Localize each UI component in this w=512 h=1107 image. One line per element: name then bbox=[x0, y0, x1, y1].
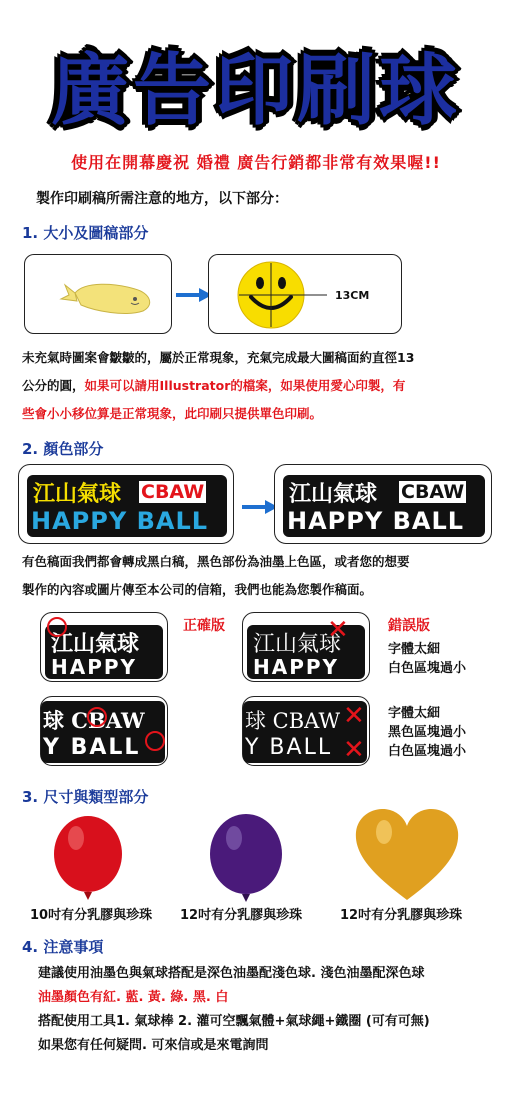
notes-line3: 搭配使用工具1. 氣球棒 2. 灌可空飄氣體+氣球繩+鐵圈 (可有可無) bbox=[38, 1014, 430, 1029]
color-logo-cn: 江山氣球 bbox=[33, 481, 122, 507]
wrong-label: 錯誤版 bbox=[388, 618, 430, 634]
arrow-icon bbox=[176, 288, 212, 302]
inflated-balloon-box bbox=[208, 254, 402, 334]
notes-line4: 如果您有任何疑問. 可來信或是來電詢問 bbox=[38, 1038, 269, 1053]
section2-paragraph bbox=[22, 548, 502, 604]
arrow-icon bbox=[242, 500, 278, 514]
section1-line1: 未充氣時圖案會皺皺的，屬於正常現象，充氣完成最大圖稿面約直徑13 bbox=[22, 350, 415, 365]
correct-sample-bottom-b: Y BALL bbox=[43, 735, 141, 760]
correct-sample-bottom-a: 球 CBAW bbox=[43, 708, 145, 733]
caption-12inch: 12吋有分乳膠與珍珠 bbox=[180, 908, 303, 923]
section2-title: 2. 顏色部分 bbox=[22, 440, 104, 458]
deflated-balloon-box bbox=[24, 254, 172, 334]
section2-line2: 製作的內容或圖片傳至本公司的信箱，我們也能為您製作稿面。 bbox=[22, 582, 373, 597]
color-logo-en-bottom: HAPPY BALL bbox=[31, 507, 209, 535]
color-logo-en-top: CBAW bbox=[141, 481, 205, 503]
x-mark-icon: ✕ bbox=[343, 701, 365, 731]
section4-title: 4. 注意事項 bbox=[22, 938, 104, 956]
gold-heart-balloon-icon bbox=[352, 804, 462, 908]
correct-label: 正確版 bbox=[183, 618, 225, 634]
section1-title: 1. 大小及圖稿部分 bbox=[22, 224, 149, 242]
correct-sample-bottom bbox=[40, 696, 168, 766]
color-logo-box bbox=[18, 464, 234, 544]
notes-line2: 油墨顏色有紅. 藍. 黃. 綠. 黑. 白 bbox=[38, 990, 229, 1005]
section1-paragraph bbox=[22, 344, 502, 428]
slogan: 使用在開幕慶祝 婚禮 廣告行銷都非常有效果喔!! bbox=[71, 153, 441, 172]
wrong-sample-top-en: HAPPY bbox=[253, 655, 340, 679]
correct-sample-top bbox=[40, 612, 168, 682]
bw-logo-box bbox=[274, 464, 492, 544]
wrong-sample-top bbox=[242, 612, 370, 682]
wrong-sample-bottom bbox=[242, 696, 370, 766]
correct-sample-top-cn: 江山氣球 bbox=[51, 631, 140, 657]
circle-mark-icon bbox=[145, 731, 165, 751]
section4-notes bbox=[38, 962, 430, 1058]
bw-logo-en-top: CBAW bbox=[401, 481, 465, 503]
circle-mark-icon bbox=[87, 707, 107, 727]
intro-text: 製作印刷稿所需注意的地方，以下部分： bbox=[36, 191, 288, 207]
banner-title: 廣告印刷球 bbox=[50, 46, 461, 136]
banner bbox=[12, 22, 500, 136]
section1-line2: 公分的圓，如果可以請用Illustrator的檔案，如果使用愛心印製，有 bbox=[22, 378, 406, 393]
correct-sample-top-en: HAPPY bbox=[51, 655, 138, 679]
x-mark-icon: ✕ bbox=[343, 735, 365, 765]
wrong-sample-bottom-b: Y BALL bbox=[245, 735, 333, 760]
bw-logo-en-bottom: HAPPY BALL bbox=[287, 507, 465, 535]
section2-line1: 有色稿面我們都會轉成黑白稿，黑色部份為油墨上色區，或者您的想要 bbox=[22, 554, 410, 569]
caption-10inch: 10吋有分乳膠與珍珠 bbox=[30, 908, 153, 923]
section1-line3: 些會小小移位算是正常現象，此印刷只提供單色印刷。 bbox=[22, 406, 323, 421]
wrong-sample-bottom-a: 球 CBAW bbox=[245, 709, 341, 733]
x-mark-icon: ✕ bbox=[327, 615, 349, 645]
smiley-balloon-icon bbox=[209, 255, 403, 335]
red-balloon-icon bbox=[40, 808, 140, 908]
wrong-note-2: 字體太細 黑色區塊過小 白色區塊過小 bbox=[388, 706, 467, 759]
wrong-note-1: 字體太細 白色區塊過小 bbox=[388, 642, 467, 676]
wrong-sample-top-cn: 江山氣球 bbox=[253, 632, 342, 657]
purple-balloon-icon bbox=[200, 808, 300, 908]
caption-12inch-heart: 12吋有分乳膠與珍珠 bbox=[340, 908, 463, 923]
circle-mark-icon bbox=[47, 617, 67, 637]
section3-title: 3. 尺寸與類型部分 bbox=[22, 788, 149, 806]
deflated-balloon-icon bbox=[25, 255, 173, 335]
notes-line1: 建議使用油墨色與氣球搭配是深色油墨配淺色球. 淺色油墨配深色球 bbox=[38, 966, 425, 981]
bw-logo-cn: 江山氣球 bbox=[289, 481, 378, 507]
size-label: 13CM bbox=[335, 289, 370, 302]
